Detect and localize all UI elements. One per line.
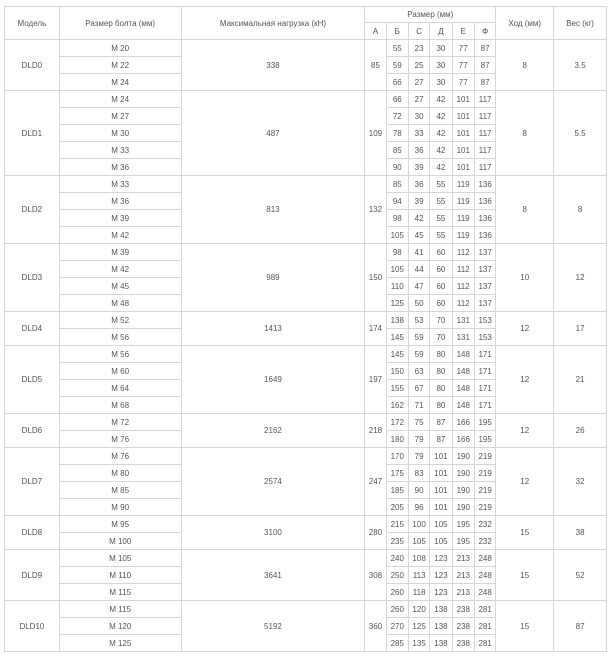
dim-d-cell: 101	[430, 499, 452, 516]
dim-d-cell: 60	[430, 261, 452, 278]
dim-f-cell: 219	[474, 482, 495, 499]
dim-f-cell: 195	[474, 414, 495, 431]
dim-e-cell: 148	[452, 380, 474, 397]
bolt-size-cell: M 115	[59, 584, 181, 601]
dim-f-cell: 136	[474, 193, 495, 210]
header-weight: Вес (кг)	[554, 7, 607, 40]
bolt-size-cell: M 56	[59, 329, 181, 346]
dim-b-cell: 66	[386, 74, 408, 91]
dim-f-cell: 117	[474, 142, 495, 159]
model-cell: DLD8	[5, 516, 60, 550]
dim-f-cell: 136	[474, 210, 495, 227]
dim-a-cell: 247	[365, 448, 386, 516]
dim-e-cell: 190	[452, 448, 474, 465]
dim-e-cell: 101	[452, 91, 474, 108]
model-cell: DLD7	[5, 448, 60, 516]
weight-cell: 26	[554, 414, 607, 448]
dim-a-cell: 308	[365, 550, 386, 601]
dim-d-cell: 60	[430, 278, 452, 295]
dim-b-cell: 172	[386, 414, 408, 431]
max-load-cell: 813	[181, 176, 365, 244]
dim-c-cell: 118	[408, 584, 429, 601]
dim-e-cell: 112	[452, 295, 474, 312]
dim-f-cell: 137	[474, 278, 495, 295]
dim-b-cell: 94	[386, 193, 408, 210]
dim-f-cell: 232	[474, 516, 495, 533]
dim-e-cell: 213	[452, 584, 474, 601]
bolt-size-cell: M 72	[59, 414, 181, 431]
header-dim-c: С	[408, 23, 429, 40]
bolt-size-cell: M 115	[59, 601, 181, 618]
dim-b-cell: 55	[386, 40, 408, 57]
dim-f-cell: 171	[474, 380, 495, 397]
max-load-cell: 2574	[181, 448, 365, 516]
bolt-size-cell: M 56	[59, 346, 181, 363]
dim-b-cell: 205	[386, 499, 408, 516]
bolt-size-cell: M 120	[59, 618, 181, 635]
max-load-cell: 989	[181, 244, 365, 312]
dim-f-cell: 171	[474, 397, 495, 414]
dim-d-cell: 80	[430, 363, 452, 380]
dim-b-cell: 235	[386, 533, 408, 550]
dim-d-cell: 42	[430, 108, 452, 125]
dim-d-cell: 42	[430, 125, 452, 142]
dim-c-cell: 47	[408, 278, 429, 295]
dim-b-cell: 175	[386, 465, 408, 482]
dim-a-cell: 150	[365, 244, 386, 312]
dim-d-cell: 30	[430, 74, 452, 91]
weight-cell: 52	[554, 550, 607, 601]
table-row	[5, 448, 607, 465]
dim-b-cell: 150	[386, 363, 408, 380]
table-row	[5, 550, 607, 567]
dim-c-cell: 50	[408, 295, 429, 312]
dim-e-cell: 166	[452, 414, 474, 431]
bolt-size-cell: M 27	[59, 108, 181, 125]
weight-cell: 21	[554, 346, 607, 414]
dim-f-cell: 137	[474, 261, 495, 278]
stroke-cell: 15	[496, 516, 554, 550]
dim-e-cell: 195	[452, 516, 474, 533]
dim-c-cell: 63	[408, 363, 429, 380]
dim-d-cell: 138	[430, 601, 452, 618]
header-dim-f: Ф	[474, 23, 495, 40]
model-cell: DLD10	[5, 601, 60, 652]
dim-b-cell: 170	[386, 448, 408, 465]
dim-f-cell: 117	[474, 125, 495, 142]
bolt-size-cell: M 24	[59, 74, 181, 91]
dim-c-cell: 33	[408, 125, 429, 142]
max-load-cell: 1649	[181, 346, 365, 414]
model-cell: DLD3	[5, 244, 60, 312]
dim-e-cell: 131	[452, 312, 474, 329]
model-cell: DLD5	[5, 346, 60, 414]
bolt-size-cell: M 39	[59, 244, 181, 261]
dim-b-cell: 185	[386, 482, 408, 499]
header-stroke: Ход (мм)	[496, 7, 554, 40]
header-dim-a: A	[365, 23, 386, 40]
dim-d-cell: 105	[430, 516, 452, 533]
bolt-size-cell: M 39	[59, 210, 181, 227]
dim-d-cell: 42	[430, 91, 452, 108]
dim-b-cell: 98	[386, 244, 408, 261]
dim-e-cell: 101	[452, 159, 474, 176]
dim-b-cell: 240	[386, 550, 408, 567]
dim-a-cell: 280	[365, 516, 386, 550]
dim-d-cell: 101	[430, 482, 452, 499]
dim-b-cell: 260	[386, 584, 408, 601]
bolt-size-cell: M 52	[59, 312, 181, 329]
dim-f-cell: 281	[474, 618, 495, 635]
dim-f-cell: 153	[474, 312, 495, 329]
dim-d-cell: 101	[430, 465, 452, 482]
stroke-cell: 10	[496, 244, 554, 312]
dim-e-cell: 112	[452, 261, 474, 278]
dim-e-cell: 148	[452, 363, 474, 380]
stroke-cell: 12	[496, 414, 554, 448]
dim-b-cell: 162	[386, 397, 408, 414]
max-load-cell: 3100	[181, 516, 365, 550]
bolt-size-cell: M 105	[59, 550, 181, 567]
stroke-cell: 8	[496, 91, 554, 176]
dim-d-cell: 30	[430, 40, 452, 57]
spec-table	[4, 6, 607, 652]
dim-c-cell: 45	[408, 227, 429, 244]
dim-c-cell: 120	[408, 601, 429, 618]
dim-c-cell: 39	[408, 159, 429, 176]
dim-d-cell: 55	[430, 227, 452, 244]
dim-f-cell: 137	[474, 295, 495, 312]
bolt-size-cell: M 125	[59, 635, 181, 652]
weight-cell: 8	[554, 176, 607, 244]
bolt-size-cell: M 33	[59, 142, 181, 159]
dim-b-cell: 138	[386, 312, 408, 329]
weight-cell: 32	[554, 448, 607, 516]
dim-f-cell: 248	[474, 567, 495, 584]
table-row	[5, 601, 607, 618]
dim-c-cell: 90	[408, 482, 429, 499]
bolt-size-cell: M 95	[59, 516, 181, 533]
dim-b-cell: 215	[386, 516, 408, 533]
table-row	[5, 91, 607, 108]
dim-c-cell: 39	[408, 193, 429, 210]
dim-c-cell: 113	[408, 567, 429, 584]
dim-f-cell: 195	[474, 431, 495, 448]
header-size: Размер (мм)	[365, 7, 496, 23]
dim-c-cell: 59	[408, 329, 429, 346]
dim-a-cell: 109	[365, 91, 386, 176]
dim-c-cell: 44	[408, 261, 429, 278]
dim-f-cell: 117	[474, 91, 495, 108]
spec-table-body	[5, 40, 607, 652]
dim-e-cell: 190	[452, 465, 474, 482]
table-row	[5, 176, 607, 193]
dim-d-cell: 70	[430, 312, 452, 329]
dim-e-cell: 238	[452, 618, 474, 635]
dim-e-cell: 101	[452, 125, 474, 142]
bolt-size-cell: M 64	[59, 380, 181, 397]
dim-d-cell: 123	[430, 550, 452, 567]
dim-f-cell: 117	[474, 159, 495, 176]
dim-f-cell: 219	[474, 448, 495, 465]
max-load-cell: 2162	[181, 414, 365, 448]
dim-b-cell: 98	[386, 210, 408, 227]
dim-f-cell: 281	[474, 601, 495, 618]
dim-d-cell: 80	[430, 380, 452, 397]
stroke-cell: 12	[496, 312, 554, 346]
max-load-cell: 3641	[181, 550, 365, 601]
dim-f-cell: 87	[474, 40, 495, 57]
dim-c-cell: 59	[408, 346, 429, 363]
header-bolt-size: Размер болта (мм)	[59, 7, 181, 40]
dim-b-cell: 145	[386, 329, 408, 346]
max-load-cell: 338	[181, 40, 365, 91]
dim-b-cell: 250	[386, 567, 408, 584]
bolt-size-cell: M 36	[59, 193, 181, 210]
dim-a-cell: 218	[365, 414, 386, 448]
header-dim-e: Е	[452, 23, 474, 40]
dim-f-cell: 117	[474, 108, 495, 125]
dim-a-cell: 197	[365, 346, 386, 414]
dim-b-cell: 78	[386, 125, 408, 142]
dim-f-cell: 248	[474, 584, 495, 601]
dim-c-cell: 71	[408, 397, 429, 414]
bolt-size-cell: M 60	[59, 363, 181, 380]
dim-c-cell: 25	[408, 57, 429, 74]
bolt-size-cell: M 110	[59, 567, 181, 584]
dim-f-cell: 87	[474, 57, 495, 74]
dim-e-cell: 119	[452, 227, 474, 244]
table-row	[5, 244, 607, 261]
dim-f-cell: 171	[474, 363, 495, 380]
bolt-size-cell: M 68	[59, 397, 181, 414]
bolt-size-cell: M 42	[59, 227, 181, 244]
weight-cell: 12	[554, 244, 607, 312]
bolt-size-cell: M 100	[59, 533, 181, 550]
dim-b-cell: 260	[386, 601, 408, 618]
dim-f-cell: 136	[474, 176, 495, 193]
model-cell: DLD2	[5, 176, 60, 244]
weight-cell: 17	[554, 312, 607, 346]
stroke-cell: 12	[496, 448, 554, 516]
model-cell: DLD6	[5, 414, 60, 448]
dim-b-cell: 285	[386, 635, 408, 652]
dim-e-cell: 112	[452, 278, 474, 295]
dim-d-cell: 42	[430, 142, 452, 159]
dim-e-cell: 213	[452, 567, 474, 584]
header-max-load: Максимальная нагрузка (кН)	[181, 7, 365, 40]
dim-b-cell: 105	[386, 261, 408, 278]
dim-e-cell: 148	[452, 346, 474, 363]
dim-a-cell: 360	[365, 601, 386, 652]
model-cell: DLD1	[5, 91, 60, 176]
dim-f-cell: 281	[474, 635, 495, 652]
dim-e-cell: 131	[452, 329, 474, 346]
max-load-cell: 5192	[181, 601, 365, 652]
dim-e-cell: 195	[452, 533, 474, 550]
dim-b-cell: 85	[386, 142, 408, 159]
dim-d-cell: 80	[430, 397, 452, 414]
dim-b-cell: 110	[386, 278, 408, 295]
table-row	[5, 40, 607, 57]
bolt-size-cell: M 24	[59, 91, 181, 108]
header-dim-d: Д	[430, 23, 452, 40]
dim-e-cell: 77	[452, 40, 474, 57]
dim-c-cell: 36	[408, 142, 429, 159]
stroke-cell: 8	[496, 40, 554, 91]
dim-d-cell: 55	[430, 193, 452, 210]
dim-d-cell: 30	[430, 57, 452, 74]
dim-c-cell: 42	[408, 210, 429, 227]
model-cell: DLD9	[5, 550, 60, 601]
weight-cell: 3.5	[554, 40, 607, 91]
dim-d-cell: 138	[430, 635, 452, 652]
dim-c-cell: 36	[408, 176, 429, 193]
dim-c-cell: 96	[408, 499, 429, 516]
dim-c-cell: 30	[408, 108, 429, 125]
dim-f-cell: 153	[474, 329, 495, 346]
dim-a-cell: 132	[365, 176, 386, 244]
bolt-size-cell: M 85	[59, 482, 181, 499]
header-dim-b: Б	[386, 23, 408, 40]
table-row	[5, 414, 607, 431]
bolt-size-cell: M 90	[59, 499, 181, 516]
dim-c-cell: 105	[408, 533, 429, 550]
dim-e-cell: 238	[452, 635, 474, 652]
dim-e-cell: 101	[452, 142, 474, 159]
table-row	[5, 346, 607, 363]
model-cell: DLD4	[5, 312, 60, 346]
dim-b-cell: 145	[386, 346, 408, 363]
dim-c-cell: 41	[408, 244, 429, 261]
dim-b-cell: 105	[386, 227, 408, 244]
dim-b-cell: 59	[386, 57, 408, 74]
dim-f-cell: 87	[474, 74, 495, 91]
dim-c-cell: 79	[408, 448, 429, 465]
dim-b-cell: 155	[386, 380, 408, 397]
table-row	[5, 312, 607, 329]
dim-d-cell: 42	[430, 159, 452, 176]
dim-f-cell: 248	[474, 550, 495, 567]
dim-e-cell: 77	[452, 57, 474, 74]
dim-d-cell: 87	[430, 431, 452, 448]
model-cell: DLD0	[5, 40, 60, 91]
dim-c-cell: 27	[408, 74, 429, 91]
stroke-cell: 15	[496, 601, 554, 652]
dim-f-cell: 232	[474, 533, 495, 550]
max-load-cell: 1413	[181, 312, 365, 346]
dim-d-cell: 60	[430, 244, 452, 261]
dim-e-cell: 148	[452, 397, 474, 414]
dim-e-cell: 119	[452, 176, 474, 193]
dim-f-cell: 136	[474, 227, 495, 244]
bolt-size-cell: M 76	[59, 448, 181, 465]
dim-c-cell: 53	[408, 312, 429, 329]
weight-cell: 87	[554, 601, 607, 652]
weight-cell: 5.5	[554, 91, 607, 176]
dim-f-cell: 171	[474, 346, 495, 363]
dim-c-cell: 135	[408, 635, 429, 652]
dim-d-cell: 70	[430, 329, 452, 346]
dim-e-cell: 238	[452, 601, 474, 618]
dim-d-cell: 123	[430, 567, 452, 584]
bolt-size-cell: M 33	[59, 176, 181, 193]
bolt-size-cell: M 20	[59, 40, 181, 57]
dim-f-cell: 219	[474, 499, 495, 516]
max-load-cell: 487	[181, 91, 365, 176]
bolt-size-cell: M 30	[59, 125, 181, 142]
header-model: Модель	[5, 7, 60, 40]
dim-e-cell: 119	[452, 193, 474, 210]
dim-e-cell: 190	[452, 482, 474, 499]
dim-c-cell: 67	[408, 380, 429, 397]
dim-f-cell: 219	[474, 465, 495, 482]
dim-e-cell: 213	[452, 550, 474, 567]
dim-e-cell: 166	[452, 431, 474, 448]
dim-e-cell: 119	[452, 210, 474, 227]
dim-e-cell: 190	[452, 499, 474, 516]
stroke-cell: 15	[496, 550, 554, 601]
dim-e-cell: 77	[452, 74, 474, 91]
dim-d-cell: 105	[430, 533, 452, 550]
dim-c-cell: 79	[408, 431, 429, 448]
dim-b-cell: 270	[386, 618, 408, 635]
dim-c-cell: 100	[408, 516, 429, 533]
dim-b-cell: 72	[386, 108, 408, 125]
dim-b-cell: 125	[386, 295, 408, 312]
dim-a-cell: 85	[365, 40, 386, 91]
dim-f-cell: 137	[474, 244, 495, 261]
dim-e-cell: 112	[452, 244, 474, 261]
bolt-size-cell: M 80	[59, 465, 181, 482]
weight-cell: 38	[554, 516, 607, 550]
bolt-size-cell: M 76	[59, 431, 181, 448]
bolt-size-cell: M 42	[59, 261, 181, 278]
bolt-size-cell: M 22	[59, 57, 181, 74]
dim-a-cell: 174	[365, 312, 386, 346]
dim-b-cell: 85	[386, 176, 408, 193]
dim-c-cell: 83	[408, 465, 429, 482]
dim-b-cell: 90	[386, 159, 408, 176]
dim-c-cell: 27	[408, 91, 429, 108]
dim-b-cell: 66	[386, 91, 408, 108]
dim-d-cell: 55	[430, 210, 452, 227]
dim-d-cell: 87	[430, 414, 452, 431]
dim-e-cell: 101	[452, 108, 474, 125]
dim-c-cell: 23	[408, 40, 429, 57]
dim-d-cell: 55	[430, 176, 452, 193]
dim-d-cell: 138	[430, 618, 452, 635]
stroke-cell: 12	[496, 346, 554, 414]
table-row	[5, 516, 607, 533]
dim-d-cell: 80	[430, 346, 452, 363]
bolt-size-cell: M 45	[59, 278, 181, 295]
dim-c-cell: 75	[408, 414, 429, 431]
bolt-size-cell: M 36	[59, 159, 181, 176]
dim-c-cell: 125	[408, 618, 429, 635]
bolt-size-cell: M 48	[59, 295, 181, 312]
stroke-cell: 8	[496, 176, 554, 244]
dim-d-cell: 123	[430, 584, 452, 601]
dim-d-cell: 60	[430, 295, 452, 312]
dim-b-cell: 180	[386, 431, 408, 448]
dim-d-cell: 101	[430, 448, 452, 465]
dim-c-cell: 108	[408, 550, 429, 567]
